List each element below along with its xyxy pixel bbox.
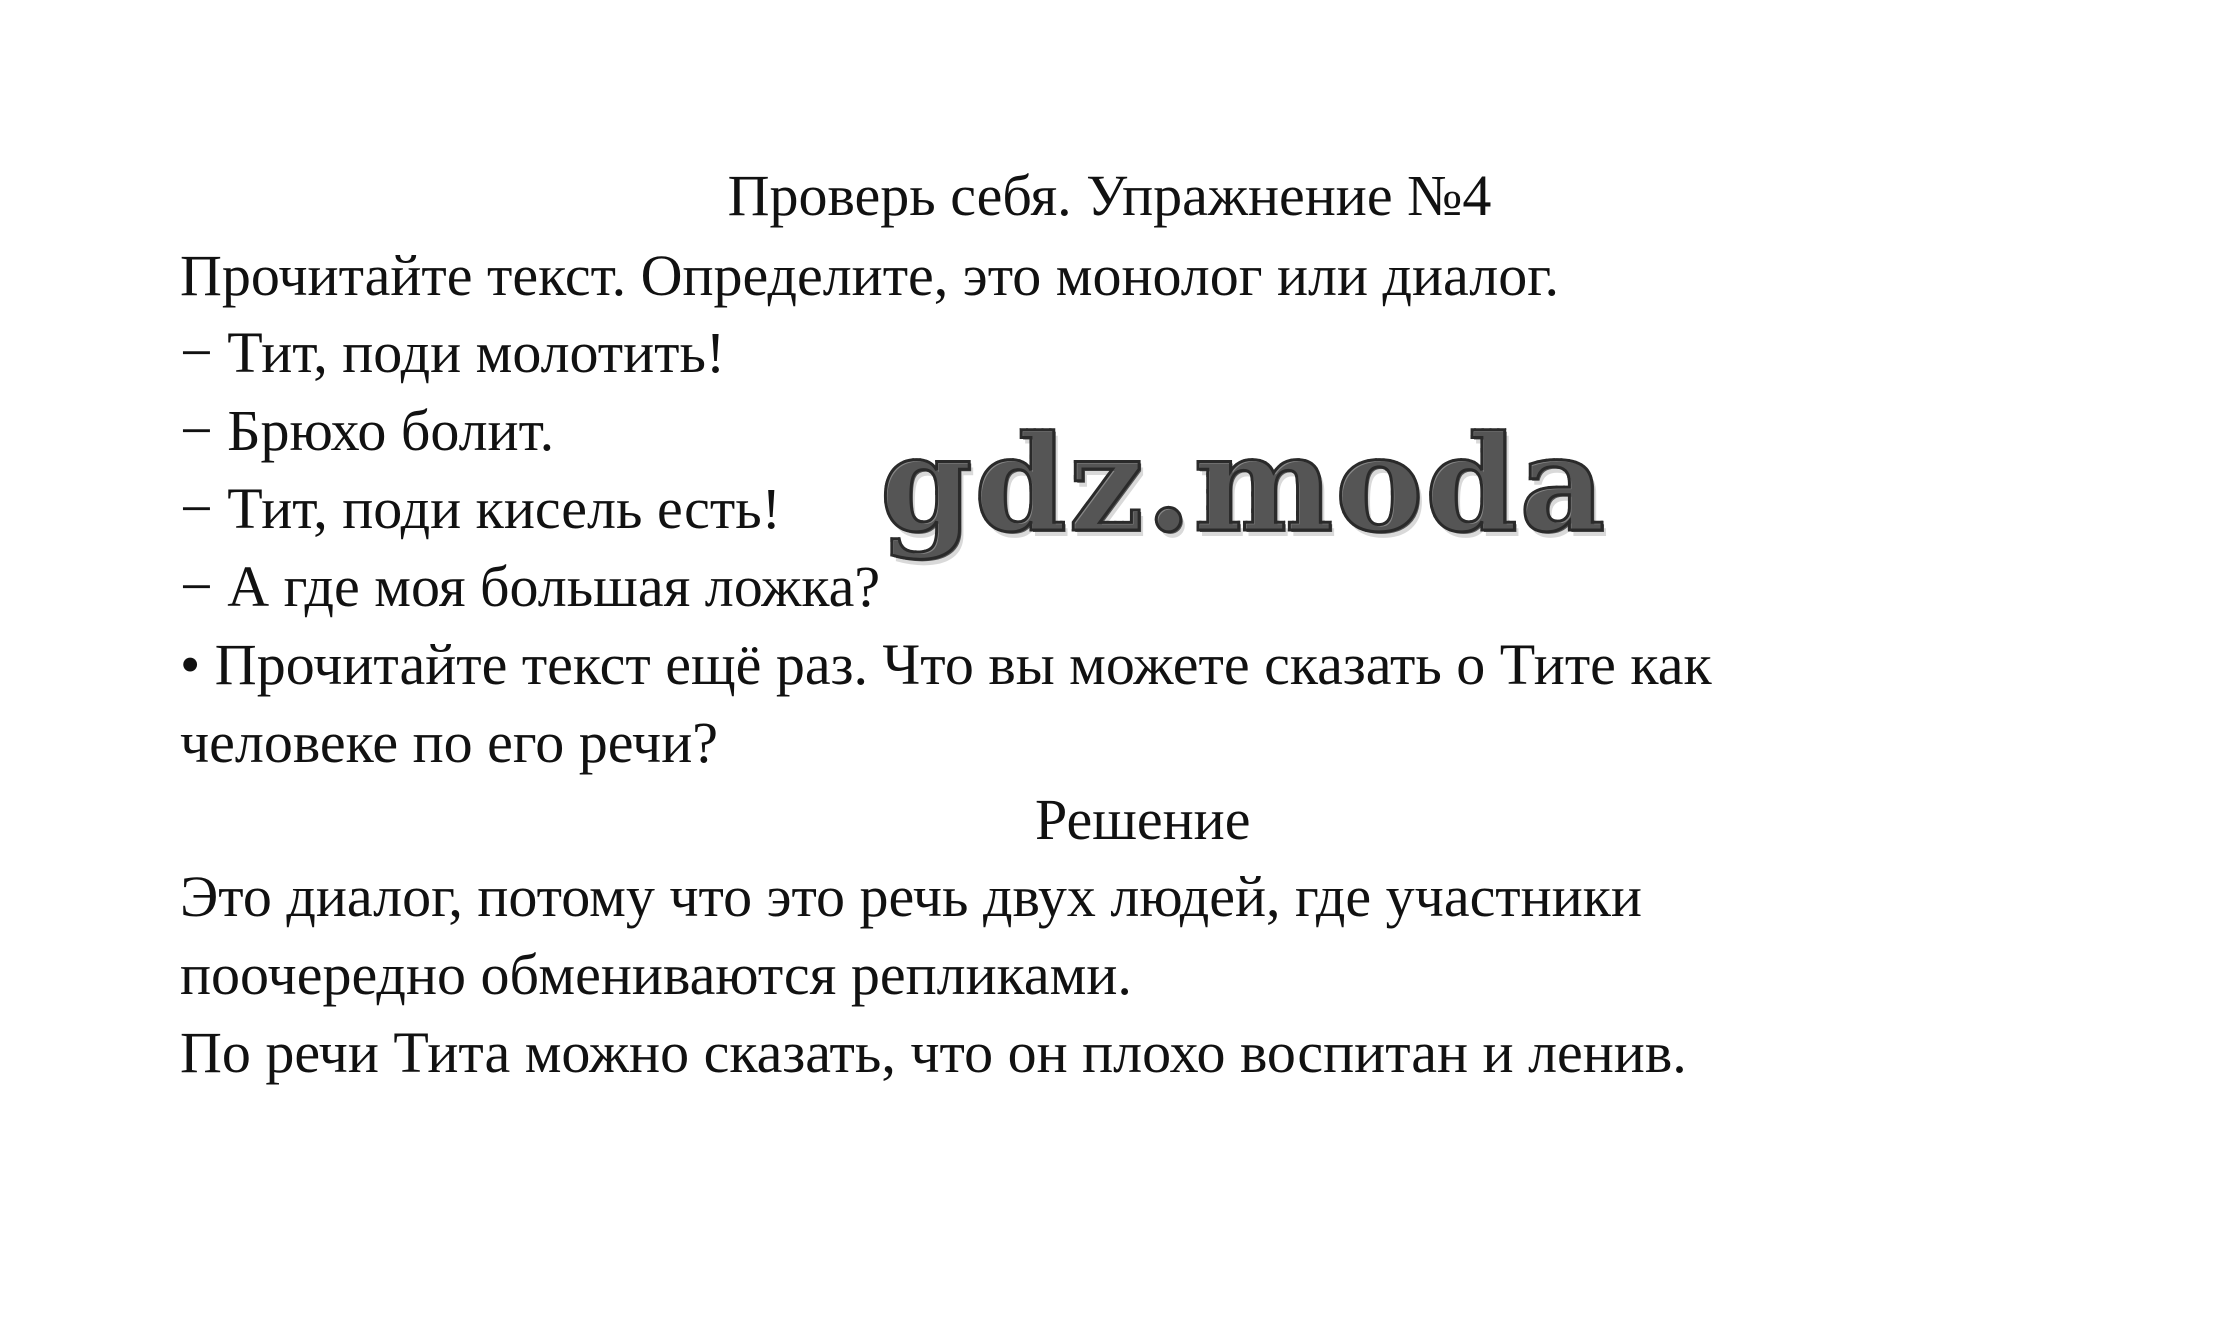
dialogue-line: − Тит, поди молотить! [180, 320, 726, 385]
solution-heading: Решение [1035, 787, 1251, 852]
solution-text: По речи Тита можно сказать, что он плохо воспитан и ленив. [180, 1020, 1687, 1085]
dialogue-line: − Тит, поди кисель есть! [180, 476, 781, 541]
task-instruction: Прочитайте текст. Определите, это монолог или диалог. [180, 243, 1560, 308]
solution-text: поочередно обмениваются репликами. [180, 942, 1132, 1007]
dialogue-line: − Брюхо болит. [180, 398, 555, 463]
task-question-continued: человеке по его речи? [180, 710, 719, 775]
watermark-logo: gdz.moda [880, 407, 1608, 562]
solution-text: Это диалог, потому что это речь двух людей, где участники [180, 864, 1642, 929]
exercise-title: Проверь себя. Упражнение №4 [727, 163, 1492, 228]
dialogue-line: − А где моя большая ложка? [180, 554, 881, 619]
task-question: • Прочитайте текст ещё раз. Что вы можете сказать о Тите как [180, 632, 1712, 697]
